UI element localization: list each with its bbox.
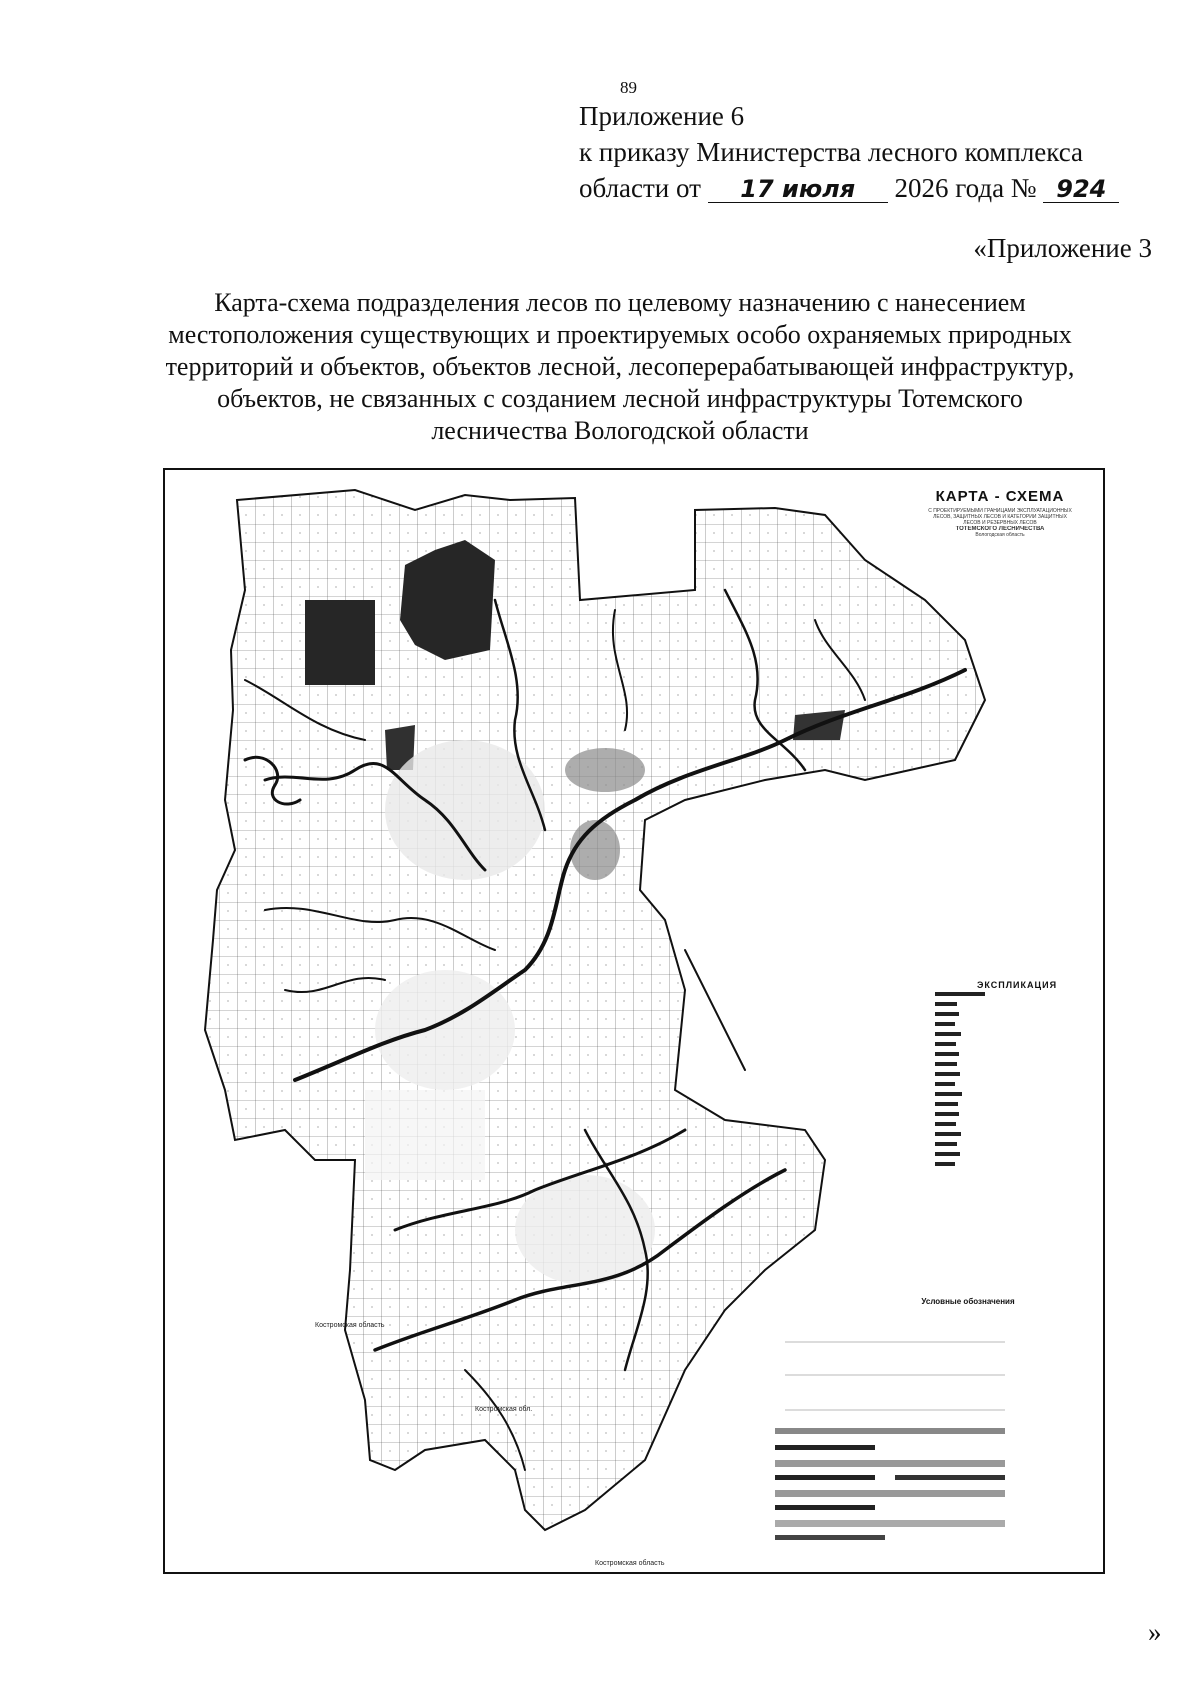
appendix-reference: «Приложение 3 <box>973 233 1152 263</box>
river-11 <box>685 950 745 1070</box>
map-graphic <box>165 470 1103 1572</box>
title-line-5: лесничества Вологодской области <box>431 416 809 445</box>
title-line-4: объектов, не связанных с созданием лесной инфраструктуры Тотемского <box>217 384 1023 413</box>
forest-map <box>163 468 1105 1574</box>
map-heading: КАРТА - СХЕМА <box>935 488 1065 505</box>
light-zone-1 <box>385 740 545 880</box>
neighbor-label-2: Костромская обл. <box>475 1406 533 1413</box>
title-line-3: территорий и объектов, объектов лесной, лесоперерабатывающей инфраструктур, <box>165 352 1075 381</box>
subheading-line-4: ТОТЕМСКОГО ЛЕСНИЧЕСТВА <box>955 526 1045 532</box>
protected-forest-block-1 <box>305 600 375 685</box>
light-zone-3 <box>570 820 620 880</box>
year-text: 2026 года № <box>894 173 1037 203</box>
conditional-title: Условные обозначения <box>921 1297 1015 1306</box>
subheading-line-5: Вологодская область <box>975 532 1025 538</box>
title-line-1: Карта-схема подразделения лесов по целевому назначению с нанесением <box>214 288 1026 317</box>
date-prefix: области от <box>579 173 701 203</box>
appendix-header <box>579 98 1119 206</box>
light-zone-2 <box>565 748 645 792</box>
subheading-line-1: С ПРОЕКТИРУЕМЫМИ ГРАНИЦАМИ ЭКСПЛУАТАЦИОННЫХ <box>928 508 1072 514</box>
explication-title: ЭКСПЛИКАЦИЯ <box>977 980 1058 990</box>
neighbor-label-3: Костромская область <box>595 1560 665 1567</box>
neighbor-label-1: Костромская область <box>315 1322 385 1329</box>
forest-region <box>205 490 985 1530</box>
date-line <box>579 170 1119 206</box>
light-zone-6 <box>365 1090 485 1180</box>
closing-quote: » <box>1148 1617 1162 1647</box>
light-zone-5 <box>375 970 515 1090</box>
subheading-line-2: ЛЕСОВ, ЗАЩИТНЫХ ЛЕСОВ И КАТЕГОРИЙ ЗАЩИТНЫХ <box>933 514 1067 520</box>
subheading-line-3: ЛЕСОВ И РЕЗЕРВНЫХ ЛЕСОВ <box>963 520 1037 526</box>
appendix-title: Приложение 6 <box>579 101 745 131</box>
map-subheading <box>910 508 1090 538</box>
explication-marks <box>935 992 985 1166</box>
handwritten-number: 924 <box>1043 176 1119 203</box>
handwritten-date: 17 июля <box>708 176 888 203</box>
title-line-2: местоположения существующих и проектируемых особо охраняемых природных <box>168 320 1072 349</box>
conditional-symbols <box>775 1342 1005 1540</box>
page-number: 89 <box>620 78 637 97</box>
order-line: к приказу Министерства лесного комплекса <box>579 137 1084 167</box>
document-title <box>120 287 1120 447</box>
